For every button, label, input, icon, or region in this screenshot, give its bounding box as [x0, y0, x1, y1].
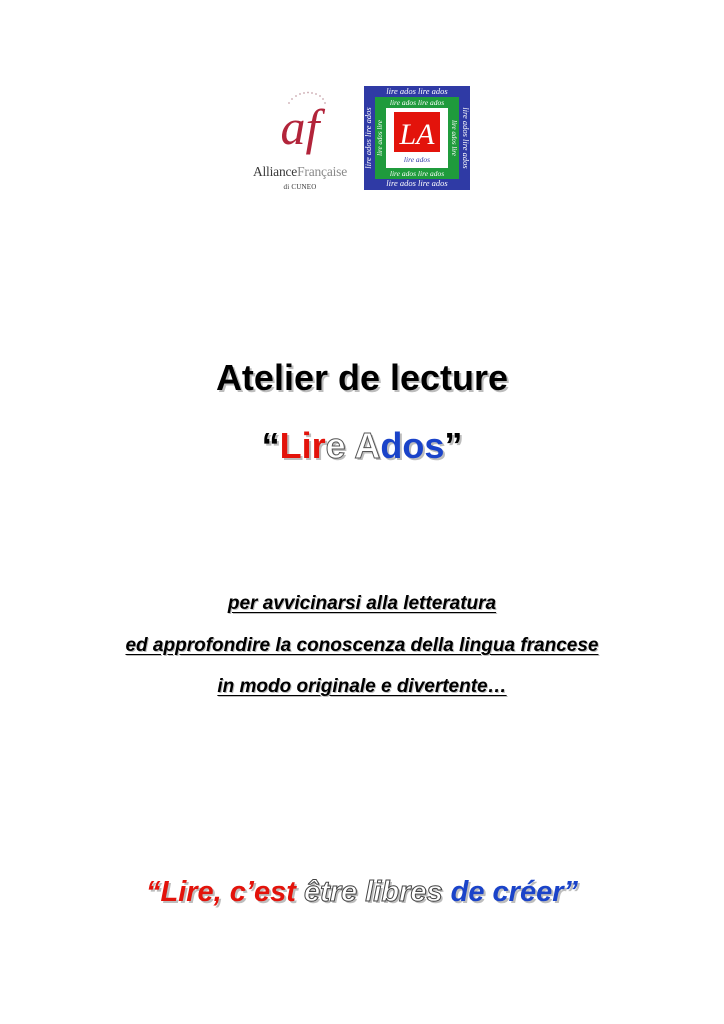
alliance-francaise-logo — [236, 86, 364, 204]
description-line-2: ed approfondire la conoscenza della lingua francese — [125, 635, 599, 656]
af-logo-name — [236, 164, 364, 180]
subtitle-a: A — [354, 425, 381, 466]
svg-text:lire ados lire ados: lire ados lire ados — [389, 98, 445, 107]
quote-close-quote: ” — [563, 876, 578, 908]
page-title: Atelier de lecture — [215, 357, 509, 398]
svg-text:LA: LA — [399, 118, 435, 151]
subtitle-close-quote: ” — [444, 425, 463, 466]
svg-text:lire ados lire ados: lire ados lire ados — [364, 107, 373, 169]
description-line-1: per avvicinarsi alla letteratura — [227, 593, 497, 614]
svg-text:lire ados lire: lire ados lire — [376, 120, 384, 156]
motto-quote — [0, 874, 724, 910]
svg-text:lire ados lire ados: lire ados lire ados — [386, 178, 448, 188]
lire-ados-logo-graphic — [364, 86, 470, 190]
page-subtitle — [0, 424, 724, 468]
subtitle-open-quote: “ — [261, 425, 280, 466]
svg-text:lire ados lire ados: lire ados lire ados — [386, 86, 448, 96]
lire-ados-logo — [364, 86, 470, 190]
af-name-francaise: Française — [297, 164, 348, 179]
af-logo-city: di CUNEO — [283, 183, 317, 191]
quote-white-part: être libres — [303, 876, 451, 908]
description-line-3: in modo originale e divertente… — [217, 676, 507, 697]
quote-red-part: “Lire, c’est — [145, 876, 304, 908]
subtitle-dos: dos — [380, 425, 445, 466]
svg-text:lire ados: lire ados — [403, 155, 431, 164]
quote-blue-part: de créer — [450, 876, 564, 908]
svg-text:lire ados lire: lire ados lire — [450, 120, 458, 156]
svg-text:lire ados lire ados: lire ados lire ados — [461, 107, 470, 169]
subtitle-e: e — [325, 425, 346, 466]
svg-text:af: af — [280, 99, 320, 155]
af-name-alliance: Alliance — [252, 164, 298, 179]
subtitle-lir: Lir — [279, 425, 326, 466]
af-logo-mark — [236, 86, 364, 166]
svg-text:lire ados lire ados: lire ados lire ados — [389, 169, 445, 178]
